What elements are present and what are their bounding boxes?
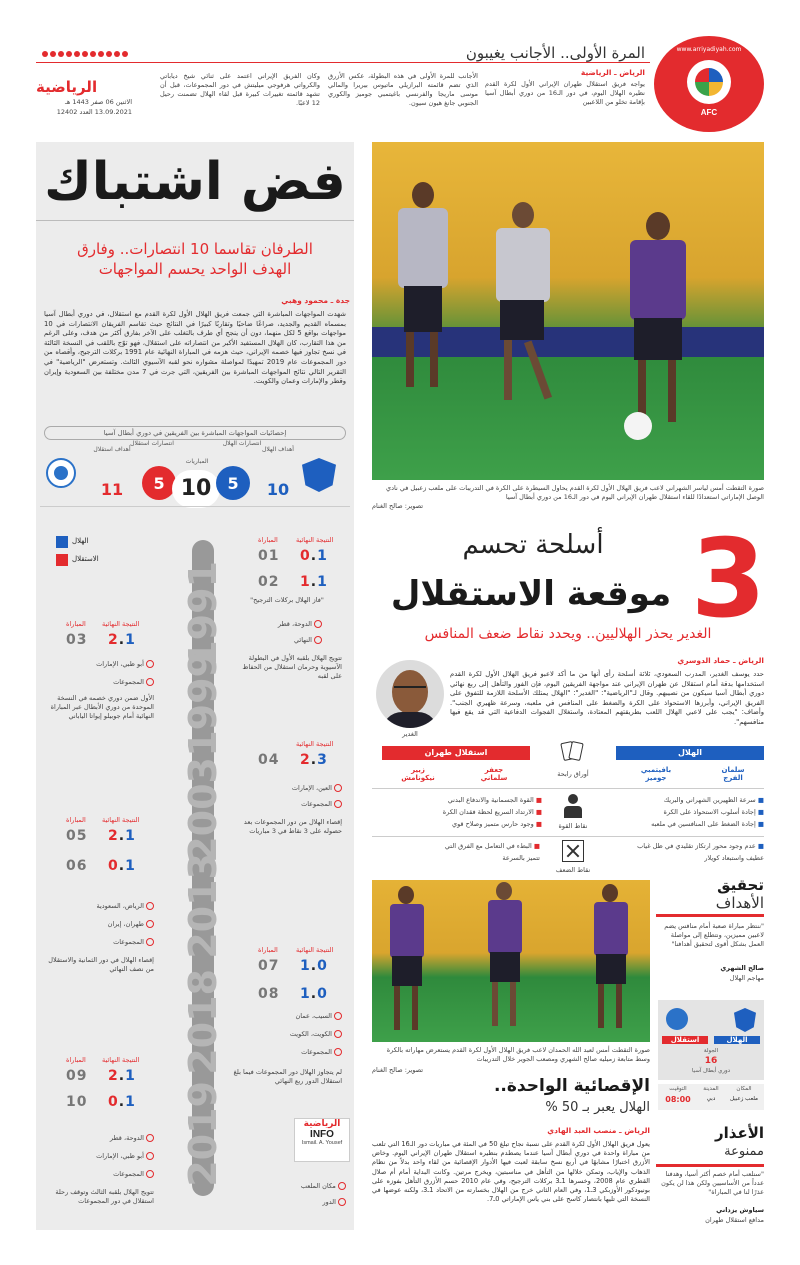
headline-line-b: موقعة الاستقلال xyxy=(390,574,672,614)
final-label: النتيجة النهائية xyxy=(296,536,334,544)
match-label-09: المباراة xyxy=(66,1056,86,1064)
match-card-venue: ملعب زعبيل xyxy=(730,1096,758,1102)
excuse-rule xyxy=(656,1164,764,1167)
info-credit-box: الرياضية INFO Ismail. A. Yousef xyxy=(294,1118,350,1162)
header-col-1: يواجه فريق استقلال طهران الإيراني الأول لكرة القدم نظيره الهلال اليوم، في دور الـ16 من دوري أبطال آسيا بإقامة تخلو من اللاعبين xyxy=(485,80,645,106)
match-label-07: المباراة xyxy=(258,946,278,954)
score-10: 0.1 xyxy=(108,1094,136,1110)
matches-count: 10 xyxy=(172,470,220,508)
right-body: حدد يوسف الغدير، المدرب السعودي، ثلاثة أسلحة رأى أنها من ما أكد لاعبو فريق الهلال الأول لكرة القدم استخدامها بدقة أمام استقلال عن طهران الإيراني عند مواجهة الفريقين اليوم، فإن الفوز والتأهل إلى ربع نهائي دوري أبطال آسيا سيكون من نصيبهم. وقال لـ"الرياضية": "الغدير": "الهلال يمتلك الأسلحة اللازمة للتفوق على الفريق الإيراني، وأبرزها الاستحواذ على الكرة والضغط على المنافس في ملعبه، وسرعة ظهيري الجنب". وأضاف: "يجب على لاعبي الهلال اللعب بطريقتهم المعتادة، واستغلال الفجوات الدفاعية التي قد يقع فيها منافسهم". xyxy=(450,670,764,726)
match-06: 06 xyxy=(66,858,88,874)
subtitle-line-2: الهدف الواحد يحسم المواجهات xyxy=(98,260,292,278)
expert-avatar xyxy=(376,660,444,728)
match-05: 05 xyxy=(66,828,88,844)
quote-2-name: سياوش يزداني xyxy=(716,1206,764,1214)
year-1991: 1991 xyxy=(181,561,225,667)
legend-hilal-swatch xyxy=(56,536,68,548)
compare-rule-1 xyxy=(372,788,764,789)
note-1999: تتويج الهلال بلقبه الأول في البطولة الآسيوية وحرمان استقلال من الحفاظ على لقبه xyxy=(242,654,342,680)
venue-tehran: طهران، إيران xyxy=(44,920,154,929)
istiqlal-wins-label: انتصارات استقلال xyxy=(130,440,174,447)
photo1-credit: تصوير: صالح الغنام xyxy=(372,502,424,510)
score-06: 0.1 xyxy=(108,858,136,874)
legend-hilal-label: الهلال xyxy=(72,537,89,545)
match-label-03: المباراة xyxy=(66,620,86,628)
istiqlal-strength-3: ■ وجود حارس متميز وصلاح قوي xyxy=(451,820,542,828)
venue-kuwait: الكويت، الكويت xyxy=(232,1030,342,1039)
venue-doha: الدوحة، قطر xyxy=(232,620,322,629)
header-col-3: وكان الفريق الإيراني اعتمد على ثنائي شيخ دياباتي والكرواتي هرفوجي ميليتش في دور المجموعات، قبل أن تشهد قائمته تغييرات كبيرة قبل لقاء الهلال تضمنت رحيل 12 لاعبًا. xyxy=(160,72,320,107)
legend-venue: مكان الملعب xyxy=(280,1182,346,1191)
score-02: 1.1 xyxy=(300,574,328,590)
legend-istiqlal-label: الاستقلال xyxy=(72,555,99,563)
score-07: 1.0 xyxy=(300,958,328,974)
hilal-player-2: بافيتمبي جوميز xyxy=(640,766,672,782)
cards-icon xyxy=(560,740,586,766)
venue-riyadh: الرياض، السعودية xyxy=(44,902,154,911)
left-byline: جدة ـ محمود وهبي xyxy=(281,296,350,305)
header-rule xyxy=(36,62,650,63)
year-1999: 1999 xyxy=(181,651,225,757)
quote-1-name: صالح الشهري xyxy=(720,964,764,972)
match-label-05: المباراة xyxy=(66,816,86,824)
title-rule xyxy=(36,220,354,221)
training-photo-2 xyxy=(372,880,650,1042)
headline-line-a: أسلحة تحسم xyxy=(462,530,604,560)
venue-ain: العين، الإمارات xyxy=(232,784,342,793)
note-2003: إقصاء الهلال من دور المجموعات بعد حصوله على 3 نقاط في 3 مباريات xyxy=(243,818,342,835)
expert-name: الغدير xyxy=(402,730,418,738)
istiqlal-weakness-1: ■ البطء في التعامل مع الفرق التي xyxy=(444,842,540,850)
hilal-goals-label: أهداف الهلال xyxy=(262,446,294,453)
photo2-caption: صورة التقطت أمس لعبد الله الحمدان لاعب فريق الهلال الأول لكرة القدم يستعرض مهاراته بالكرة وسط متابعة زميليه صالح الشهري ومصعب الجوير خلال التدريبات xyxy=(386,1046,650,1063)
final-label-04: النتيجة النهائية xyxy=(296,740,334,748)
final-label-07: النتيجة النهائية xyxy=(296,946,334,954)
compare-rule-2 xyxy=(372,836,764,837)
year-2003: 2003 xyxy=(181,757,225,863)
hilal-weakness-1: ■ عدم وجود محور ارتكاز تقليدي في ظل غياب xyxy=(637,842,764,850)
strength-label: نقاط القوة xyxy=(558,822,588,830)
round-groups-2019: المجموعات xyxy=(44,1170,154,1179)
score-05: 2.1 xyxy=(108,828,136,844)
afc-logo-badge xyxy=(654,36,764,132)
score-01: 0.1 xyxy=(300,548,328,564)
final-label-05: النتيجة النهائية xyxy=(102,816,140,824)
invest-kicker: تحقيق xyxy=(717,876,764,894)
team-hilal-bar: الهلال xyxy=(616,746,764,760)
hilal-goals: 10 xyxy=(266,480,290,499)
match-10: 10 xyxy=(66,1094,88,1110)
match-card-venue-label: المكان xyxy=(736,1086,752,1092)
istiqlal-goals: 11 xyxy=(100,480,124,499)
right-byline: الرياض ـ حماد الدوسري xyxy=(677,656,764,665)
score-09: 2.1 xyxy=(108,1068,136,1084)
score-04: 2.3 xyxy=(300,752,328,768)
hilal-strength-3: ■ إجادة الضغط على المنافسين في ملعبه xyxy=(651,820,764,828)
match-03: 03 xyxy=(66,632,88,648)
final-label-03: النتيجة النهائية xyxy=(102,620,140,628)
penalties-note: "فاز الهلال بركلات الترجيح" xyxy=(250,596,324,604)
story2-body: يعول فريق الهلال الأول لكرة القدم على نسبة نجاح تبلغ 50 في المئة في مباريات دور الـ16 التي تلعب من مباراة واحدة في دوري أبطال آسيا عندما يصطدم بنظيره استقلال طهران الإيراني اليوم. وخاض الأزرق اختبارًا مشابهًا في أربع نسخ سابقة لعبت فيها الأدوار الإقصائية من لقاء واحد بدلاً من نظام الذهاب والإياب، وتمكن خلالها من التأهل في مناسبتين، ويخرج مرتين. وكانت البداية أمام أم صلال القطري عام 2008، وخسرها 1ـ3 بركلات الترجيح، وفي عام 2010 حسم الأزرق التأهل بفوزه على بونيودكور الأوزبكي 3ـ1، وفي العام الثاني خرج من الهلال بخسارته من الاتحاد 1ـ3، ولكنه عوضها في النسخة التي تليها بانتصار كاسح على بني ياس الإماراتي 0ـ7. xyxy=(372,1140,651,1204)
match-card-team-a: الهلال xyxy=(714,1036,760,1044)
score-08: 1.0 xyxy=(300,986,328,1002)
date-issue: 13.09.2021 العدد 12402 xyxy=(56,108,132,116)
score-03: 2.1 xyxy=(108,632,136,648)
excuse-title: ممنوعة xyxy=(724,1144,764,1159)
match-01: 01 xyxy=(258,548,280,564)
round-groups: المجموعات xyxy=(44,678,154,687)
legend-istiqlal-swatch xyxy=(56,554,68,566)
final-label-09: النتيجة النهائية xyxy=(102,1056,140,1064)
hilal-strength-1: ■ سرعة الظهيرين الشهراني والبريك xyxy=(663,796,764,804)
matches-label: المباريات xyxy=(185,458,209,465)
year-2019: 2019 xyxy=(181,1081,225,1187)
hilal-player-1: سلمان الفرج xyxy=(721,766,745,782)
venue-doha-2019: الدوحة، قطر xyxy=(44,1134,154,1143)
match-07: 07 xyxy=(258,958,280,974)
venue-abudhabi: أبو ظبي، الإمارات xyxy=(44,660,154,669)
venue-seeb: السيب، عمان xyxy=(232,1012,342,1021)
match-08: 08 xyxy=(258,986,280,1002)
strength-icon xyxy=(560,794,586,820)
match-04: 04 xyxy=(258,752,280,768)
paper-logo: الرياضية xyxy=(36,78,98,96)
istiqlal-crest-icon xyxy=(46,458,76,488)
story2-subhead: الهلال يعبر بـ 50 % xyxy=(545,1100,650,1115)
photo2-credit: تصوير: صالح الغنام xyxy=(372,1066,424,1074)
header-title: المرة الأولى.. الأجانب يغيبون xyxy=(465,44,645,62)
note-2013: إقصاء الهلال في دور الثمانية والاستقلال من نصف النهائي xyxy=(48,956,154,973)
istiqlal-goals-label: أهداف استقلال xyxy=(93,446,131,453)
match-card-details xyxy=(658,1084,764,1110)
website-url: www.arriyadiyah.com xyxy=(676,46,742,53)
headline-number: 3 xyxy=(690,517,766,642)
match-card-round-label: الجولة xyxy=(703,1048,719,1054)
match-card-competition: دوري أبطال آسيا xyxy=(691,1068,731,1074)
year-2018: 2018 xyxy=(181,969,225,1075)
quote-1: "ننتظر مباراة صعبة أمام منافس يضم لاعبين مميزين، ونتطلع إلى مواصلة العمل بشكل أقوى لتحقيق أهدافنا" xyxy=(664,922,764,948)
match-02: 02 xyxy=(258,574,280,590)
round-final: النهائي xyxy=(232,636,322,645)
left-intro: شهدت المواجهات المباشرة التي جمعت فريق الهلال الأول لكرة القدم مع استقلال، في دوري أبطال آسيا بمسماه القديم والجديد، صراعًا ضاحيًا وتقاربًا كبيرًا في النتائج حيث تقاسم الفريقان الانتصارات في 10 مواجهات بواقع 5 لكل منهما، دون أن ينجح أي طرف بالتغلب على الآخر بفارق أكثر من هدف، وعلى الرغم من هذا التقارب، كان الهلال المستفيد الأكبر من انتصاراته على استقلال، فهو توّج باللقب في النسخة الثالثة في نسخ تجاوز فيها خصمه الإيراني، حيث هزمه في المباراة النهائية عام 1991 بركلات الترجيح، وأقصاه من دور المجموعات عام 2019 تمهيدًا لمواصلة مشواره نحو لقبه الآسيوي الثالث. وتستعرض "الرياضية" في التقرير التالي نتائج المواجهات المباشرة بين الفريقين، التي جرت في 7 مدن مختلفة بين السعودية وإيران وقطر والإمارات وعمان والكويت. xyxy=(44,310,347,386)
cards-label: أوراق رابحة xyxy=(557,770,589,778)
hilal-wins-label: انتصارات الهلال xyxy=(222,440,262,447)
invest-title: الأهداف xyxy=(715,894,764,912)
stats-rule xyxy=(40,506,350,507)
invest-rule xyxy=(656,914,764,917)
hilal-wins: 5 xyxy=(216,466,250,500)
note-2018: لم يتجاوز الهلال دور المجموعات فيما بلغ استقلال الدور ربع النهائي xyxy=(233,1068,342,1085)
round-groups-2018: المجموعات xyxy=(232,1048,342,1057)
story2-headline: الإقصائية الواحدة.. xyxy=(493,1076,650,1096)
istiqlal-player-1: جعفر سلماني xyxy=(480,766,508,782)
match-card-time-label: التوقيت xyxy=(669,1086,687,1092)
main-title: فض اشتباك xyxy=(44,152,346,212)
match-card-city: دبي xyxy=(706,1096,716,1102)
match-card-team-b: استقلال xyxy=(662,1036,708,1044)
photo1-caption: صورة التقطت أمس لياسر الشهراني لاعب فريق الهلال الأول لكرة القدم يحاول السيطرة على الكرة في التدريبات على ملعب زعبيل في نادي الوصل الإماراتي استعدادًا للقاء استقلال طهران الإيراني اليوم في دور الـ16 من دوري أبطال آسيا xyxy=(386,484,764,501)
quote-1-role: مهاجم الهلال xyxy=(729,974,764,982)
istiqlal-weakness-2: تتميز بالسرعة xyxy=(502,854,540,862)
istiqlal-wins: 5 xyxy=(142,466,176,500)
subtitle-line-1: الطرفان تقاسما 10 انتصارات.. وفارق xyxy=(77,240,313,258)
round-groups-2013: المجموعات xyxy=(44,938,154,947)
afc-emblem-icon xyxy=(687,60,731,104)
date-hijri: الاثنين 06 صفر 1443 هـ xyxy=(64,98,132,106)
match-09: 09 xyxy=(66,1068,88,1084)
excuse-kicker: الأعذار xyxy=(715,1124,764,1142)
quote-2: "سنلعب أمام خصم أكثر أسيا، وهدفنا عدداً من الأساسيين ولكن هذا لن يكون عذرًا لنا في المباراة" xyxy=(661,1170,764,1196)
note-2019: تتويج الهلال بلقبه الثالث وتوقف رحلة استقلال في دور المجموعات xyxy=(55,1188,154,1205)
round-groups-2003: المجموعات xyxy=(232,800,342,809)
quote-2-role: مدافع استقلال طهران xyxy=(705,1216,764,1224)
istiqlal-strength-1: ■ القوة الجسمانية والاندفاع البدني xyxy=(447,796,542,804)
header-dateline: الرياض ـ الرياضية xyxy=(580,68,645,77)
year-2013: 2013 xyxy=(181,853,225,959)
team-istiqlal-bar: استقلال طهران xyxy=(382,746,530,760)
header-col-2: الأجانب للمرة الأولى في هذه البطولة، عكس الأزرق الذي تضم قائمته البرازيلي ماتيوس بيريرا والمالي موسى ماريجا والفرنسي باغيتمبي جوميز والكوري الجنوبي جانغ هيون سيون. xyxy=(328,72,478,107)
match-card xyxy=(658,1000,764,1080)
istiqlal-strength-2: ■ الارتداد السريع لحظة فقدان الكرة xyxy=(442,808,542,816)
match-label: المباراة xyxy=(258,536,278,544)
stats-title: إحصائيات المواجهات المباشرة بين الفريقين في دوري أبطال آسيا xyxy=(44,426,346,440)
football-icon xyxy=(624,412,652,440)
venue-abudhabi-2019: أبو ظبي، الإمارات xyxy=(44,1152,154,1161)
match-card-round: 16 xyxy=(704,1056,718,1066)
weakness-icon xyxy=(562,840,584,862)
note-1999b: الأول ضمن دوري خصمه في النسخة الموحدة من دوري الأبطال عبر المباراة النهائية أمام جوبيلو إيواتا الياباني xyxy=(50,694,154,720)
legend-round: الدور xyxy=(280,1198,346,1207)
weakness-label: نقاط الضعف xyxy=(555,866,591,874)
afc-label: AFC xyxy=(700,108,718,117)
dots-decoration xyxy=(36,42,129,61)
hilal-strength-2: ■ إجادة أسلوب الاستحواذ على الكرة xyxy=(663,808,764,816)
headline-subhead: الغدير يحذر الهلاليين.. ويحدد نقاط ضعف المنافس xyxy=(424,626,712,642)
match-card-time: 08:00 xyxy=(665,1095,691,1104)
match-card-istiqlal-crest-icon xyxy=(666,1008,688,1030)
story2-byline: الرياض ـ منصب العبد الهادي xyxy=(547,1126,650,1135)
istiqlal-player-2: زبير نيكونامش xyxy=(401,766,435,782)
training-photo-1 xyxy=(372,142,764,480)
hilal-weakness-2: عطيف واستبعاد كويلار xyxy=(704,854,764,862)
match-card-hilal-crest-icon xyxy=(734,1008,756,1032)
match-card-city-label: المدينة xyxy=(703,1086,719,1092)
